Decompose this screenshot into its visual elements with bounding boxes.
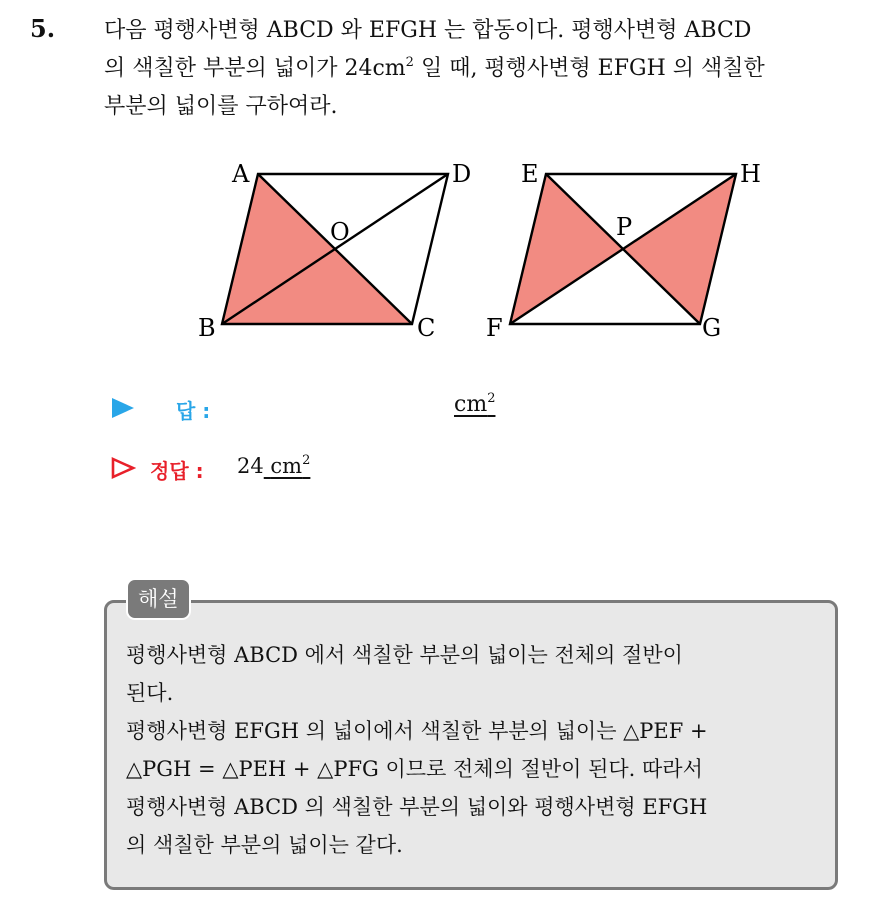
explanation-tag: 해설 xyxy=(126,578,191,620)
label-g: G xyxy=(702,314,722,342)
question-line-1: 다음 평행사변형 ABCD 와 EFGH 는 합동이다. 평행사변형 ABCD xyxy=(104,18,752,43)
explanation-text xyxy=(126,636,826,864)
correct-answer-unit-sup: 2 xyxy=(302,453,311,468)
question-line-2-sup: 2 xyxy=(405,54,414,70)
label-e: E xyxy=(521,160,539,188)
correct-answer-number: 24 xyxy=(237,454,264,478)
answer-unit-base: cm xyxy=(454,392,488,417)
correct-answer-unit-base: cm xyxy=(270,454,303,478)
answer-label: 답 : xyxy=(176,399,211,423)
label-p: P xyxy=(616,213,633,241)
label-b: B xyxy=(198,314,216,342)
play-triangle-icon xyxy=(110,396,136,420)
explanation-line: 된다. xyxy=(126,681,174,705)
answer-row xyxy=(110,392,530,426)
correct-answer-unit xyxy=(264,454,311,478)
label-d: D xyxy=(452,160,472,188)
label-f: F xyxy=(486,314,503,342)
question-text xyxy=(104,12,874,126)
parallelograms-figure xyxy=(190,150,780,350)
question-line-3: 부분의 넓이를 구하여라. xyxy=(104,94,338,119)
explanation-line: △PGH = △PEH + △PFG 이므로 전체의 절반이 된다. 따라서 xyxy=(126,757,703,781)
outline-triangle-icon xyxy=(110,456,136,480)
question-number: 5. xyxy=(30,14,56,43)
label-o: O xyxy=(330,218,350,246)
explanation-line: 평행사변형 EFGH 의 넓이에서 색칠한 부분의 넓이는 △PEF + xyxy=(126,719,708,743)
explanation-line: 평행사변형 ABCD 에서 색칠한 부분의 넓이는 전체의 절반이 xyxy=(126,643,683,667)
question-line-2-pre: 의 색칠한 부분의 넓이가 24cm xyxy=(104,56,406,81)
label-h: H xyxy=(740,160,761,188)
label-c: C xyxy=(417,314,436,342)
answer-unit-sup: 2 xyxy=(487,390,496,406)
shaded-triangle-abc xyxy=(222,174,412,324)
answer-unit[interactable] xyxy=(454,392,495,417)
explanation-line: 의 색칠한 부분의 넓이는 같다. xyxy=(126,833,403,857)
question-line-2 xyxy=(104,50,874,88)
explanation-line: 평행사변형 ABCD 의 색칠한 부분의 넓이와 평행사변형 EFGH xyxy=(126,795,708,819)
correct-answer-label: 정답 : xyxy=(150,459,204,483)
correct-answer-value xyxy=(237,454,310,478)
question-line-2-post: 일 때, 평행사변형 EFGH 의 색칠한 xyxy=(413,56,765,81)
label-a: A xyxy=(232,160,250,188)
